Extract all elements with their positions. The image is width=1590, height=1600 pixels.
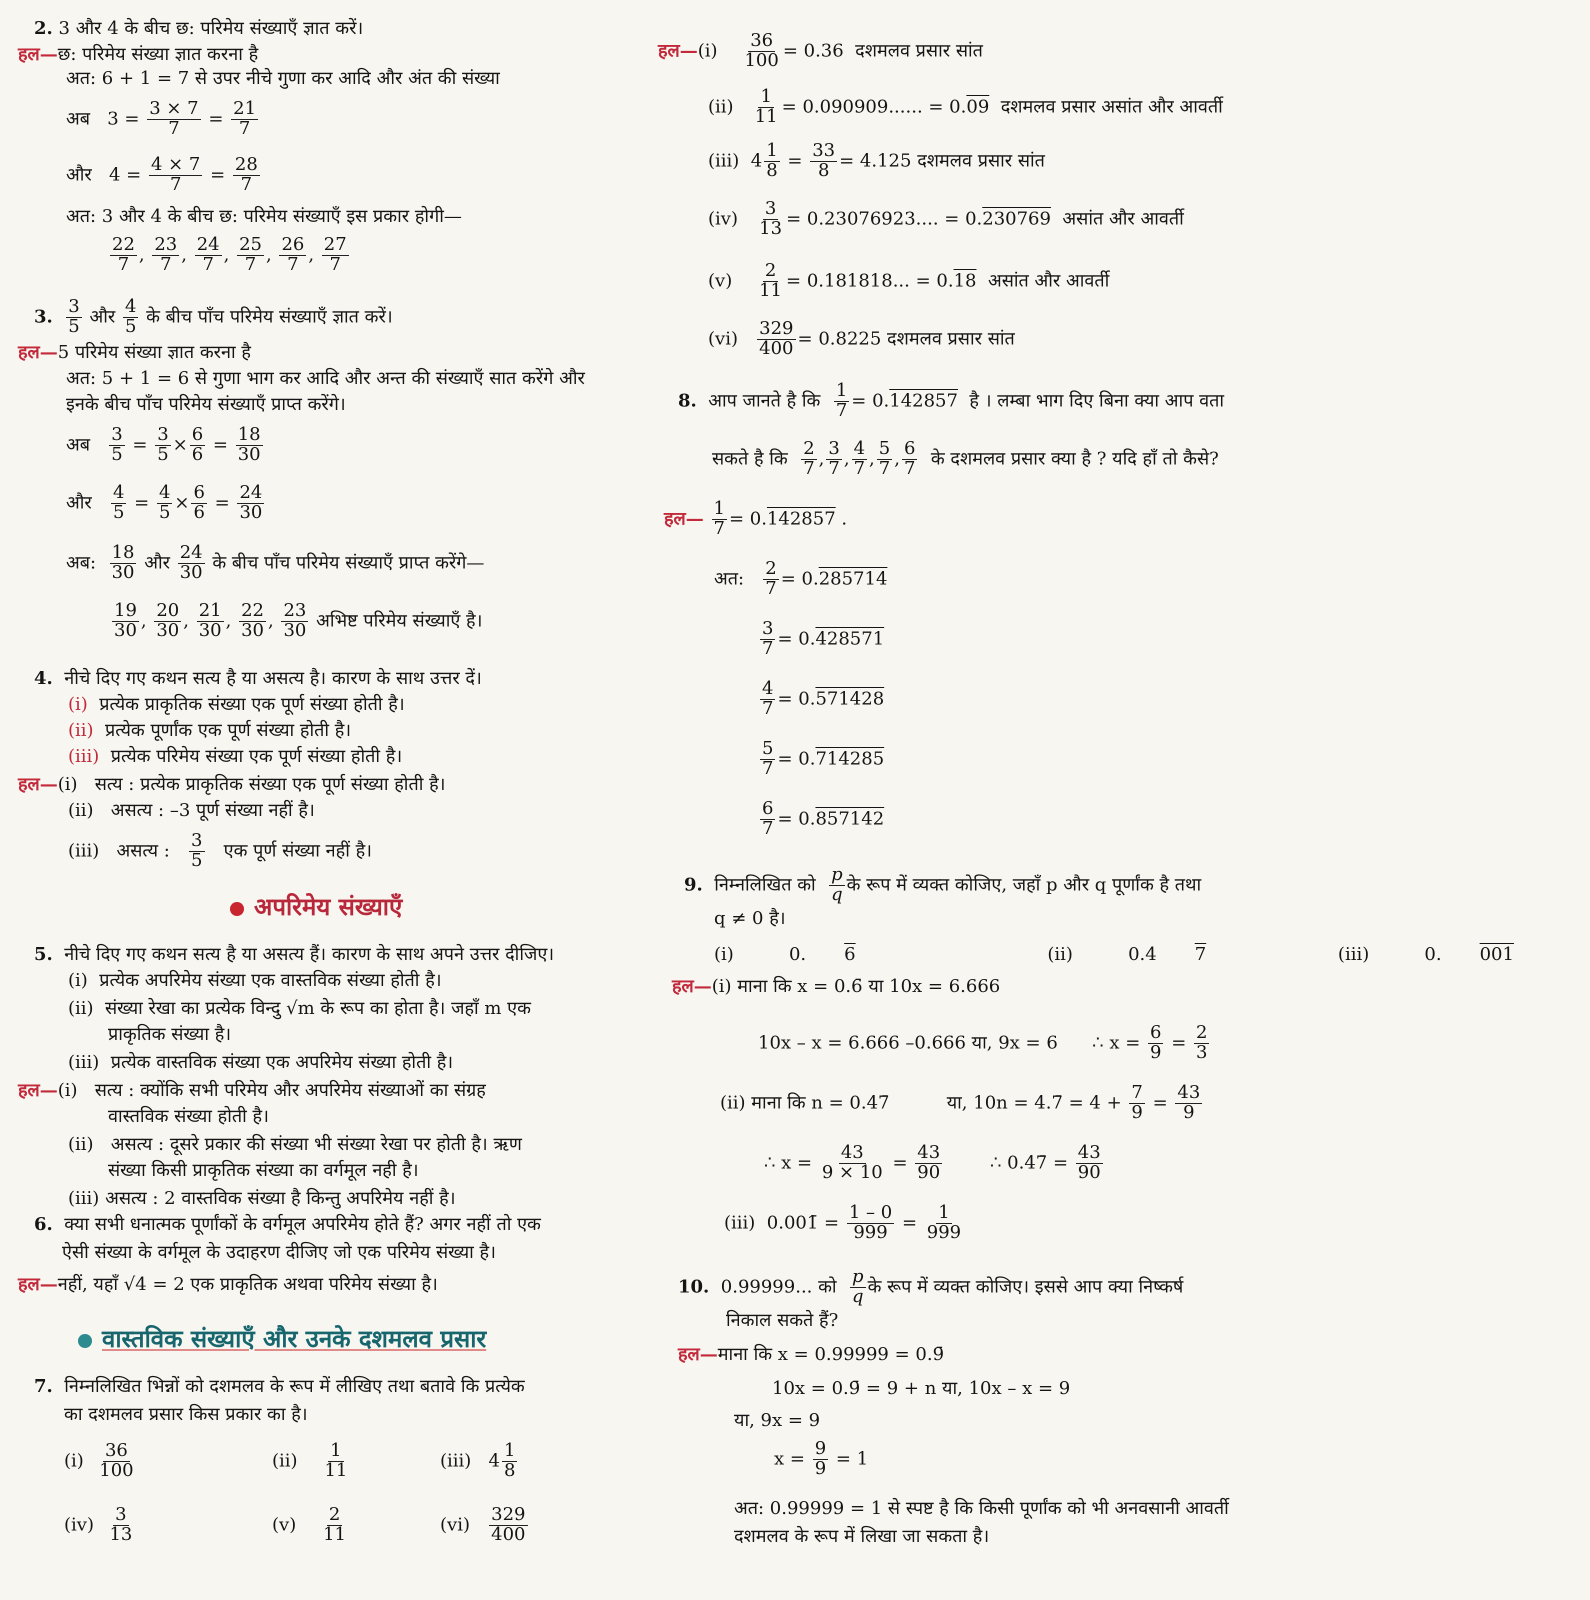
q2-equation-1: अब 3 = $\frac{3 \times 7}{7}$ = $\frac{21}{7}$ xyxy=(66,98,257,139)
question-2: 2. 3 और 4 के बीच छ: परिमेय संख्याएँ ज्ञात करें। xyxy=(34,18,364,39)
question-8-line1: 8. आप जानते है कि $\frac{1}{7}$ = 0.142857 है । लम्बा भाग दिए बिना क्या आप वता xyxy=(678,380,1225,421)
q5-item-2: (ii) संख्या रेखा का प्रत्येक विन्दु √m के रूप का होता है। जहाँ m एक xyxy=(68,998,531,1019)
q2-answer-fractions: $\frac{22}{7}$ , $\frac{23}{7}$ , $\frac{24}{7}$ , $\frac{25}{7}$ , $\frac{26}{7}$ , $\frac{27}{7}$ xyxy=(112,234,347,275)
q3-equation-1: अब $\frac{3}{5}$ = $\frac{3}{5}$ × $\frac{6}{6}$ = $\frac{18}{30}$ xyxy=(66,424,261,465)
q7-solution-3: (iii) 4 $\frac{1}{8}$ = $\frac{33}{8}$ = 4.125 दशमलव प्रसार सांत xyxy=(708,140,1045,181)
fraction: $\frac{3}{7}$ xyxy=(828,438,840,479)
q10-solution-6: दशमलव के रूप में लिखा जा सकता है। xyxy=(734,1526,990,1547)
fraction: $\frac{24}{7}$ xyxy=(196,234,220,275)
q10-solution-3: या, 9x = 9 xyxy=(734,1410,821,1431)
fraction: $\frac{22}{7}$ xyxy=(112,234,135,275)
q4-item-3: (iii) प्रत्येक परिमेय संख्या एक पूर्ण संख्या होती है। xyxy=(68,746,403,767)
fraction: $\frac{27}{7}$ xyxy=(323,234,347,275)
fraction: $\frac{22}{30}$ xyxy=(241,600,264,641)
q3-solution-line2: अत: 5 + 1 = 6 से गुणा भाग कर आदि और अन्त की संख्याएँ सात करेंगे और xyxy=(66,368,585,389)
fraction: $\frac{36}{100}$ xyxy=(99,1440,134,1481)
fraction: $\frac{18}{30}$ xyxy=(237,424,261,465)
q3-solution-line1: हल—5 परिमेय संख्या ज्ञात करना है xyxy=(18,342,251,363)
q9-item-2: (ii) 0.4 7 xyxy=(1047,944,1207,965)
q9-items xyxy=(714,944,1590,966)
q5-solution-2: (ii) असत्य : दूसरे प्रकार की संख्या भी संख्या रेखा पर होती है। ऋण xyxy=(68,1134,522,1155)
fraction: $\frac{3}{13}$ xyxy=(759,198,783,239)
q7-item-6: (vi) $\frac{329}{400}$ xyxy=(440,1504,526,1545)
fraction: $\frac{3}{5}$ xyxy=(191,830,203,871)
q10-solution-1: हल—माना कि x = 0.99999 = 0.9̄ xyxy=(678,1344,945,1365)
fraction: $\frac{1}{11}$ xyxy=(754,86,778,127)
fraction: $\frac{1}{11}$ xyxy=(324,1440,348,1481)
q5-solution-1-cont: वास्तविक संख्या होती है। xyxy=(108,1106,269,1127)
q8-row-4: $\frac{4}{7}$ = 0.571428 xyxy=(762,678,885,719)
fraction: $\frac{p}{q}$ xyxy=(852,1266,864,1307)
fraction: $\frac{20}{30}$ xyxy=(156,600,180,641)
q7-item-1: (i) $\frac{36}{100}$ xyxy=(64,1440,134,1481)
q8-row-3: $\frac{3}{7}$ = 0.428571 xyxy=(762,618,885,659)
fraction: $\frac{1}{8}$ xyxy=(766,140,778,181)
fraction: $\frac{26}{7}$ xyxy=(281,234,305,275)
q3-equation-3: अब: $\frac{18}{30}$ और $\frac{24}{30}$ के बीच पाँच परिमेय संख्याएँ प्राप्त करेंगे— xyxy=(66,542,485,583)
q5-item-2-cont: प्राकृतिक संख्या है। xyxy=(108,1024,232,1045)
fraction: $\frac{43}{90}$ xyxy=(917,1142,941,1183)
question-5: 5. नीचे दिए गए कथन सत्य है या असत्य हैं। कारण के साथ अपने उत्तर दीजिए। xyxy=(34,944,555,965)
q9-solution-5: (iii) 0.001̄ = $\frac{1 - 0}{999}$ = $\frac{1}{999}$ xyxy=(724,1202,962,1243)
q9-item-3: (iii) 0. 001 xyxy=(1337,944,1514,965)
fraction: $\frac{5}{7}$ xyxy=(878,438,891,479)
q2-solution-line2: अत: 6 + 1 = 7 से उपर नीचे गुणा कर आदि और अंत की संख्या xyxy=(66,68,500,89)
fraction: $\frac{21}{7}$ xyxy=(233,98,257,139)
fraction: $\frac{6}{7}$ xyxy=(903,438,916,479)
question-4: 4. नीचे दिए गए कथन सत्य है या असत्य है। कारण के साथ उत्तर दें। xyxy=(34,668,482,689)
q4-solution-3: (iii) असत्य : $\frac{3}{5}$ एक पूर्ण संख्या नहीं है। xyxy=(68,830,372,871)
bullet-dot-icon xyxy=(78,1334,92,1348)
fraction: $\frac{3}{13}$ xyxy=(109,1504,133,1545)
q7-item-4: (iv) $\frac{3}{13}$ xyxy=(64,1504,133,1545)
q7-solution-6: (vi) $\frac{329}{400}$ = 0.8225 दशमलव प्रसार सांत xyxy=(708,318,1015,359)
q9-solution-1: हल—(i) माना कि x = 0.6̄ या 10x = 6.666 xyxy=(672,976,1001,997)
q7-solution-2: (ii) $\frac{1}{11}$ = 0.090909...... = 0.09 दशमलव प्रसार असांत और आवर्ती xyxy=(708,86,1223,127)
question-9-line2: q ≠ 0 है। xyxy=(714,908,786,929)
q7-item-2: (ii) $\frac{1}{11}$ xyxy=(272,1440,348,1481)
fraction: $\frac{329}{400}$ xyxy=(491,1504,526,1545)
q5-item-1: (i) प्रत्येक अपरिमेय संख्या एक वास्तविक संख्या होती है। xyxy=(68,970,442,991)
q6-solution: हल—नहीं, यहाँ √4 = 2 एक प्राकृतिक अथवा परिमेय संख्या है। xyxy=(18,1274,438,1295)
q2-solution-line1: हल—छ: परिमेय संख्या ज्ञात करना है xyxy=(18,44,259,65)
q7-solution-5: (v) $\frac{2}{11}$ = 0.181818... = 0.18 असांत और आवर्ती xyxy=(708,260,1110,301)
q9-item-1: (i) 0. 6 xyxy=(714,944,856,965)
fraction: $\frac{6}{9}$ xyxy=(1150,1022,1162,1063)
q2-equation-2: और 4 = $\frac{4 \times 7}{7}$ = $\frac{28}{7}$ xyxy=(66,154,258,195)
question-10-line2: निकाल सकते हैं? xyxy=(726,1310,839,1331)
question-3: 3. $\frac{3}{5}$ और $\frac{4}{5}$ के बीच पाँच परिमेय संख्याएँ ज्ञात करें। xyxy=(34,296,393,337)
fraction: $\frac{2}{7}$ xyxy=(765,558,777,599)
fraction: $\frac{1}{8}$ xyxy=(503,1440,516,1481)
q4-item-2: (ii) प्रत्येक पूर्णांक एक पूर्ण संख्या होती है। xyxy=(68,720,352,741)
fraction: $\frac{4}{5}$ xyxy=(124,296,137,337)
fraction: $\frac{1}{999}$ xyxy=(926,1202,962,1243)
q2-solution-line3: अत: 3 और 4 के बीच छ: परिमेय संख्याएँ इस प्रकार होगी— xyxy=(66,206,462,227)
q9-solution-4: ∴ x = $\frac{43}{9 \times 10}$ = $\frac{43}{90}$ ∴ 0.47̄ = $\frac{43}{90}$ xyxy=(764,1142,1101,1183)
fraction: $\frac{3}{5}$ xyxy=(111,424,123,465)
fraction: $\frac{24}{30}$ xyxy=(179,542,203,583)
fraction: $\frac{4}{5}$ xyxy=(158,482,171,523)
question-6-line1: 6. क्या सभी धनात्मक पूर्णांकों के वर्गमूल अपरिमेय होते हैं? अगर नहीं तो एक xyxy=(34,1214,541,1235)
fraction: $\frac{43}{90}$ xyxy=(1077,1142,1101,1183)
fraction: $\frac{28}{7}$ xyxy=(234,154,258,195)
fraction: $\frac{23}{30}$ xyxy=(283,600,307,641)
fraction: $\frac{3 \times 7}{7}$ xyxy=(149,98,199,139)
q9-solution-2: 10x – x = 6.666 –0.666 या, 9x = 6 ∴ x = $\frac{6}{9}$ = $\frac{2}{3}$ xyxy=(758,1022,1208,1063)
fraction: $\frac{23}{7}$ xyxy=(154,234,178,275)
fraction: $\frac{4}{7}$ xyxy=(762,678,774,719)
fraction: $\frac{4}{5}$ xyxy=(112,482,125,523)
question-8-line2: सकते है कि $\frac{2}{7}$ , $\frac{3}{7}$ , $\frac{4}{7}$ , $\frac{5}{7}$ , $\frac{6}{7}$ के दशमलव प्रसार क्या है ? यदि हाँ तो कैसे? xyxy=(712,438,1219,479)
fraction: $\frac{24}{30}$ xyxy=(239,482,263,523)
fraction: $\frac{36}{100}$ xyxy=(744,30,779,71)
fraction: $\frac{1}{7}$ xyxy=(713,498,725,539)
section-heading-irrational: अपरिमेय संख्याएँ xyxy=(230,890,402,923)
fraction: $\frac{6}{6}$ xyxy=(191,424,204,465)
fraction: $\frac{25}{7}$ xyxy=(239,234,262,275)
q7-solution-1: हल—(i) $\frac{36}{100}$ = 0.36 दशमलव प्रसार सांत xyxy=(658,30,983,71)
fraction: $\frac{3}{7}$ xyxy=(762,618,774,659)
question-10-line1: 10. 0.99999... को $\frac{p}{q}$ के रूप में व्यक्त कोजिए। इससे आप क्या निष्कर्ष xyxy=(678,1266,1184,1307)
fraction: $\frac{4}{7}$ xyxy=(853,438,866,479)
q8-row-2: अत: $\frac{2}{7}$ = 0.285714 xyxy=(714,558,888,599)
bullet-dot-icon xyxy=(230,902,244,916)
fraction: $\frac{7}{9}$ xyxy=(1131,1082,1143,1123)
fraction: $\frac{33}{8}$ xyxy=(812,140,836,181)
fraction: $\frac{6}{7}$ xyxy=(762,798,774,839)
q8-solution: हल— $\frac{1}{7}$ = 0.142857 . xyxy=(664,498,848,539)
fraction: $\frac{5}{7}$ xyxy=(762,738,774,779)
question-6-line2: ऐसी संख्या के वर्गमूल के उदाहरण दीजिए जो एक परिमेय संख्या है। xyxy=(62,1242,496,1263)
q7-item-3: (iii) 4 $\frac{1}{8}$ xyxy=(440,1440,516,1481)
q10-solution-5: अत: 0.99999 = 1 से स्पष्ट है कि किसी पूर्णांक को भी अनवसानी आवर्ती xyxy=(734,1498,1229,1519)
fraction: $\frac{21}{30}$ xyxy=(198,600,222,641)
q7-solution-4: (iv) $\frac{3}{13}$ = 0.23076923.... = 0.230769 असांत और आवर्ती xyxy=(708,198,1184,239)
fraction: $\frac{2}{11}$ xyxy=(759,260,783,301)
fraction: $\frac{6}{6}$ xyxy=(193,482,205,523)
q5-solution-2-cont: संख्या किसी प्राकृतिक संख्या का वर्गमूल नही है। xyxy=(108,1160,419,1181)
question-7-line2: का दशमलव प्रसार किस प्रकार का है। xyxy=(64,1404,308,1425)
q7-item-5: (v) $\frac{2}{11}$ xyxy=(272,1504,347,1545)
q5-solution-1: हल—(i) सत्य : क्योंकि सभी परिमेय और अपरिमेय संख्याओं का संग्रह xyxy=(18,1080,486,1101)
fraction: $\frac{2}{3}$ xyxy=(1196,1022,1208,1063)
fraction: $\frac{2}{7}$ xyxy=(803,438,815,479)
q10-solution-4: x = $\frac{9}{9}$ = 1 xyxy=(774,1438,869,1479)
q8-row-5: $\frac{5}{7}$ = 0.714285 xyxy=(762,738,885,779)
fraction: $\frac{19}{30}$ xyxy=(114,600,137,641)
question-7-line1: 7. निम्नलिखित भिन्नों को दशमलव के रूप में लीखिए तथा बतावे कि प्रत्येक xyxy=(34,1376,525,1397)
q3-equation-2: और $\frac{4}{5}$ = $\frac{4}{5}$ × $\frac{6}{6}$ = $\frac{24}{30}$ xyxy=(66,482,263,523)
q10-solution-2: 10x = 0.9̄ = 9 + n या, 10x – x = 9 xyxy=(772,1378,1071,1399)
q3-answer-fractions: $\frac{19}{30}$ , $\frac{20}{30}$ , $\frac{21}{30}$ , $\frac{22}{30}$ , $\frac{23}{30}$ अभिष्ट परिमेय संख्याएँ है। xyxy=(114,600,483,641)
q3-solution-line3: इनके बीच पाँच परिमेय संख्याएँ प्राप्त करेंगे। xyxy=(66,394,346,415)
q4-solution-2: (ii) असत्य : –3 पूर्ण संख्या नहीं है। xyxy=(68,800,315,821)
fraction: $\frac{3}{5}$ xyxy=(68,296,80,337)
q4-item-1: (i) प्रत्येक प्राकृतिक संख्या एक पूर्ण संख्या होती है। xyxy=(68,694,405,715)
fraction: $\frac{43}{9 \times 10}$ xyxy=(821,1142,883,1183)
fraction: $\frac{9}{9}$ xyxy=(814,1438,827,1479)
fraction: $\frac{329}{400}$ xyxy=(759,318,794,359)
fraction: $\frac{p}{q}$ xyxy=(831,864,843,905)
fraction: $\frac{2}{11}$ xyxy=(323,1504,347,1545)
q5-solution-3: (iii) असत्य : 2 वास्तविक संख्या है किन्तु अपरिमेय नहीं है। xyxy=(68,1188,456,1209)
section-heading-real-numbers: वास्तविक संख्याएँ और उनके दशमलव प्रसार xyxy=(78,1322,486,1355)
fraction: $\frac{43}{9}$ xyxy=(1177,1082,1201,1123)
fraction: $\frac{4 \times 7}{7}$ xyxy=(150,154,201,195)
q9-solution-3: (ii) माना कि n = 0.47̄ या, 10n = 4.7̄ = 4 + $\frac{7}{9}$ = $\frac{43}{9}$ xyxy=(720,1082,1201,1123)
question-9-line1: 9. निम्नलिखित को $\frac{p}{q}$ के रूप में व्यक्त कोजिए, जहाँ p और q पूर्णांक है तथा xyxy=(684,864,1202,905)
fraction: $\frac{1 - 0}{999}$ xyxy=(848,1202,893,1243)
fraction: $\frac{3}{5}$ xyxy=(157,424,169,465)
q5-item-3: (iii) प्रत्येक वास्तविक संख्या एक अपरिमेय संख्या होती है। xyxy=(68,1052,454,1073)
q8-row-6: $\frac{6}{7}$ = 0.857142 xyxy=(762,798,885,839)
fraction: $\frac{18}{30}$ xyxy=(111,542,135,583)
q4-solution-1: हल—(i) सत्य : प्रत्येक प्राकृतिक संख्या एक पूर्ण संख्या होती है। xyxy=(18,774,446,795)
fraction: $\frac{1}{7}$ xyxy=(835,380,848,421)
